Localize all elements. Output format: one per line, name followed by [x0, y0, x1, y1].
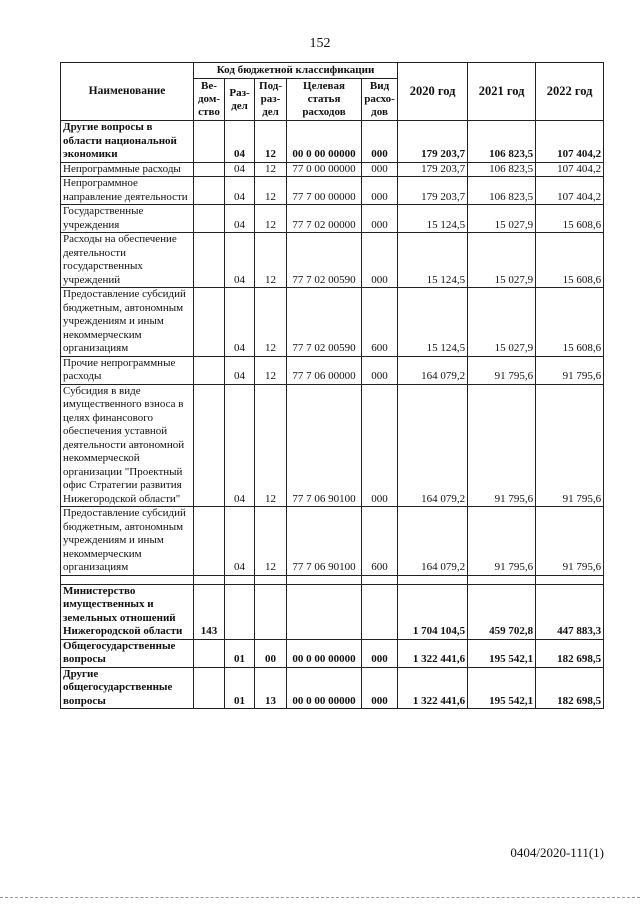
row-2022-cell: 107 404,2 [536, 162, 604, 177]
row-name-cell: Другие общегосударственные вопросы [61, 667, 194, 709]
row-name-cell: Другие вопросы в области национальной экономики [61, 121, 194, 163]
page-bottom-edge [0, 897, 640, 900]
table-row [61, 205, 604, 233]
row-name-cell: Субсидия в виде имущественного взноса в целях финансового обеспечения уставной деятельности автономной некоммерческой организации "Проектный офис Стратегии развития Нижегородской области" [61, 384, 194, 507]
document-code: 0404/2020-111(1) [510, 845, 604, 860]
row-2020-cell: 1 704 104,5 [398, 584, 468, 639]
row-2020-cell: 15 124,5 [398, 288, 468, 357]
row-podrazdel-cell: 12 [255, 384, 287, 507]
row-target-cell: 00 0 00 00000 [287, 639, 362, 667]
row-vid-cell: 000 [362, 356, 398, 384]
table-row [61, 288, 604, 357]
row-podrazdel-cell: 13 [255, 667, 287, 709]
row-name-cell: Общегосударственные вопросы [61, 639, 194, 667]
table-body [61, 121, 604, 709]
row-vid-cell [362, 584, 398, 639]
row-vid-cell: 000 [362, 162, 398, 177]
spacer-row [61, 575, 604, 584]
spacer-cell [536, 575, 604, 584]
table-row [61, 356, 604, 384]
row-vedomstvo-cell [194, 177, 225, 205]
row-2021-cell: 15 027,9 [468, 205, 536, 233]
row-vid-cell: 000 [362, 667, 398, 709]
row-vid-cell: 600 [362, 507, 398, 576]
row-2021-cell: 15 027,9 [468, 288, 536, 357]
row-2020-cell: 164 079,2 [398, 384, 468, 507]
row-2020-cell: 15 124,5 [398, 233, 468, 288]
spacer-cell [362, 575, 398, 584]
row-podrazdel-cell [255, 584, 287, 639]
column-header-2022: 2022 год [536, 63, 604, 121]
row-target-cell [287, 584, 362, 639]
row-vid-cell: 600 [362, 288, 398, 357]
row-2021-cell: 195 542,1 [468, 639, 536, 667]
row-2021-cell: 91 795,6 [468, 384, 536, 507]
row-podrazdel-cell: 12 [255, 233, 287, 288]
table-row [61, 384, 604, 507]
row-target-cell: 77 0 00 00000 [287, 162, 362, 177]
spacer-cell [398, 575, 468, 584]
row-podrazdel-cell: 12 [255, 177, 287, 205]
column-header-razdel: Раз- дел [225, 79, 255, 121]
row-razdel-cell: 04 [225, 162, 255, 177]
row-podrazdel-cell: 12 [255, 507, 287, 576]
row-razdel-cell: 04 [225, 205, 255, 233]
spacer-cell [61, 575, 194, 584]
column-header-vid: Вид расхо- дов [362, 79, 398, 121]
row-vedomstvo-cell [194, 507, 225, 576]
row-2022-cell: 107 404,2 [536, 121, 604, 163]
table-row [61, 177, 604, 205]
spacer-cell [194, 575, 225, 584]
column-header-target: Целевая статья расходов [287, 79, 362, 121]
column-group-budget-code: Код бюджетной классификации [194, 63, 398, 79]
row-razdel-cell: 04 [225, 233, 255, 288]
row-2022-cell: 15 608,6 [536, 205, 604, 233]
row-podrazdel-cell: 00 [255, 639, 287, 667]
table-row [61, 233, 604, 288]
row-vid-cell: 000 [362, 205, 398, 233]
row-2022-cell: 91 795,6 [536, 356, 604, 384]
row-target-cell: 77 7 06 00000 [287, 356, 362, 384]
table-row [61, 507, 604, 576]
row-2021-cell: 195 542,1 [468, 667, 536, 709]
row-2021-cell: 91 795,6 [468, 356, 536, 384]
row-name-cell: Непрограммное направление деятельности [61, 177, 194, 205]
row-2021-cell: 106 823,5 [468, 121, 536, 163]
row-vid-cell: 000 [362, 639, 398, 667]
row-target-cell: 77 7 00 00000 [287, 177, 362, 205]
row-podrazdel-cell: 12 [255, 121, 287, 163]
page-number: 152 [309, 36, 331, 51]
row-podrazdel-cell: 12 [255, 356, 287, 384]
row-2020-cell: 164 079,2 [398, 507, 468, 576]
column-header-2020: 2020 год [398, 63, 468, 121]
row-vedomstvo-cell [194, 288, 225, 357]
row-razdel-cell: 01 [225, 667, 255, 709]
row-target-cell: 77 7 06 90100 [287, 507, 362, 576]
row-2022-cell: 91 795,6 [536, 507, 604, 576]
row-2020-cell: 179 203,7 [398, 162, 468, 177]
row-2022-cell: 447 883,3 [536, 584, 604, 639]
row-target-cell: 00 0 00 00000 [287, 121, 362, 163]
table-row [61, 667, 604, 709]
row-razdel-cell: 04 [225, 507, 255, 576]
spacer-cell [468, 575, 536, 584]
row-2020-cell: 1 322 441,6 [398, 639, 468, 667]
row-2022-cell: 107 404,2 [536, 177, 604, 205]
row-podrazdel-cell: 12 [255, 205, 287, 233]
row-name-cell: Государственные учреждения [61, 205, 194, 233]
row-razdel-cell: 04 [225, 177, 255, 205]
row-target-cell: 00 0 00 00000 [287, 667, 362, 709]
row-razdel-cell: 04 [225, 288, 255, 357]
row-name-cell: Прочие непрограммные расходы [61, 356, 194, 384]
budget-table [60, 62, 604, 709]
row-razdel-cell: 01 [225, 639, 255, 667]
row-2020-cell: 164 079,2 [398, 356, 468, 384]
row-2022-cell: 15 608,6 [536, 233, 604, 288]
row-target-cell: 77 7 02 00590 [287, 288, 362, 357]
row-razdel-cell: 04 [225, 384, 255, 507]
row-2021-cell: 106 823,5 [468, 177, 536, 205]
spacer-cell [255, 575, 287, 584]
column-header-vedomstvo: Ве- дом- ство [194, 79, 225, 121]
row-vedomstvo-cell [194, 162, 225, 177]
row-target-cell: 77 7 02 00000 [287, 205, 362, 233]
row-2020-cell: 1 322 441,6 [398, 667, 468, 709]
spacer-cell [287, 575, 362, 584]
row-2022-cell: 91 795,6 [536, 384, 604, 507]
table-row [61, 584, 604, 639]
spacer-cell [225, 575, 255, 584]
row-razdel-cell: 04 [225, 356, 255, 384]
row-name-cell: Министерство имущественных и земельных отношений Нижегородской области [61, 584, 194, 639]
table-row [61, 639, 604, 667]
row-2020-cell: 179 203,7 [398, 121, 468, 163]
row-name-cell: Расходы на обеспечение деятельности государственных учреждений [61, 233, 194, 288]
row-vedomstvo-cell [194, 356, 225, 384]
row-vedomstvo-cell [194, 121, 225, 163]
column-header-2021: 2021 год [468, 63, 536, 121]
row-target-cell: 77 7 02 00590 [287, 233, 362, 288]
row-name-cell: Непрограммные расходы [61, 162, 194, 177]
row-2022-cell: 182 698,5 [536, 639, 604, 667]
row-razdel-cell: 04 [225, 121, 255, 163]
row-podrazdel-cell: 12 [255, 288, 287, 357]
row-vedomstvo-cell [194, 205, 225, 233]
row-vid-cell: 000 [362, 177, 398, 205]
row-2020-cell: 179 203,7 [398, 177, 468, 205]
row-2021-cell: 15 027,9 [468, 233, 536, 288]
row-vid-cell: 000 [362, 384, 398, 507]
row-razdel-cell [225, 584, 255, 639]
row-vedomstvo-cell: 143 [194, 584, 225, 639]
table-row [61, 121, 604, 163]
row-vedomstvo-cell [194, 639, 225, 667]
row-target-cell: 77 7 06 90100 [287, 384, 362, 507]
row-name-cell: Предоставление субсидий бюджетным, автономным учреждениям и иным некоммерческим организациям [61, 507, 194, 576]
column-header-name: Наименование [61, 63, 194, 121]
row-2022-cell: 182 698,5 [536, 667, 604, 709]
row-vid-cell: 000 [362, 121, 398, 163]
table-row [61, 162, 604, 177]
row-vedomstvo-cell [194, 667, 225, 709]
row-2020-cell: 15 124,5 [398, 205, 468, 233]
row-2021-cell: 91 795,6 [468, 507, 536, 576]
row-2022-cell: 15 608,6 [536, 288, 604, 357]
row-name-cell: Предоставление субсидий бюджетным, автономным учреждениям и иным некоммерческим организациям [61, 288, 194, 357]
table-header [61, 63, 604, 121]
row-vedomstvo-cell [194, 384, 225, 507]
row-podrazdel-cell: 12 [255, 162, 287, 177]
row-2021-cell: 106 823,5 [468, 162, 536, 177]
column-header-podrazdel: Под- раз- дел [255, 79, 287, 121]
row-vedomstvo-cell [194, 233, 225, 288]
row-2021-cell: 459 702,8 [468, 584, 536, 639]
row-vid-cell: 000 [362, 233, 398, 288]
